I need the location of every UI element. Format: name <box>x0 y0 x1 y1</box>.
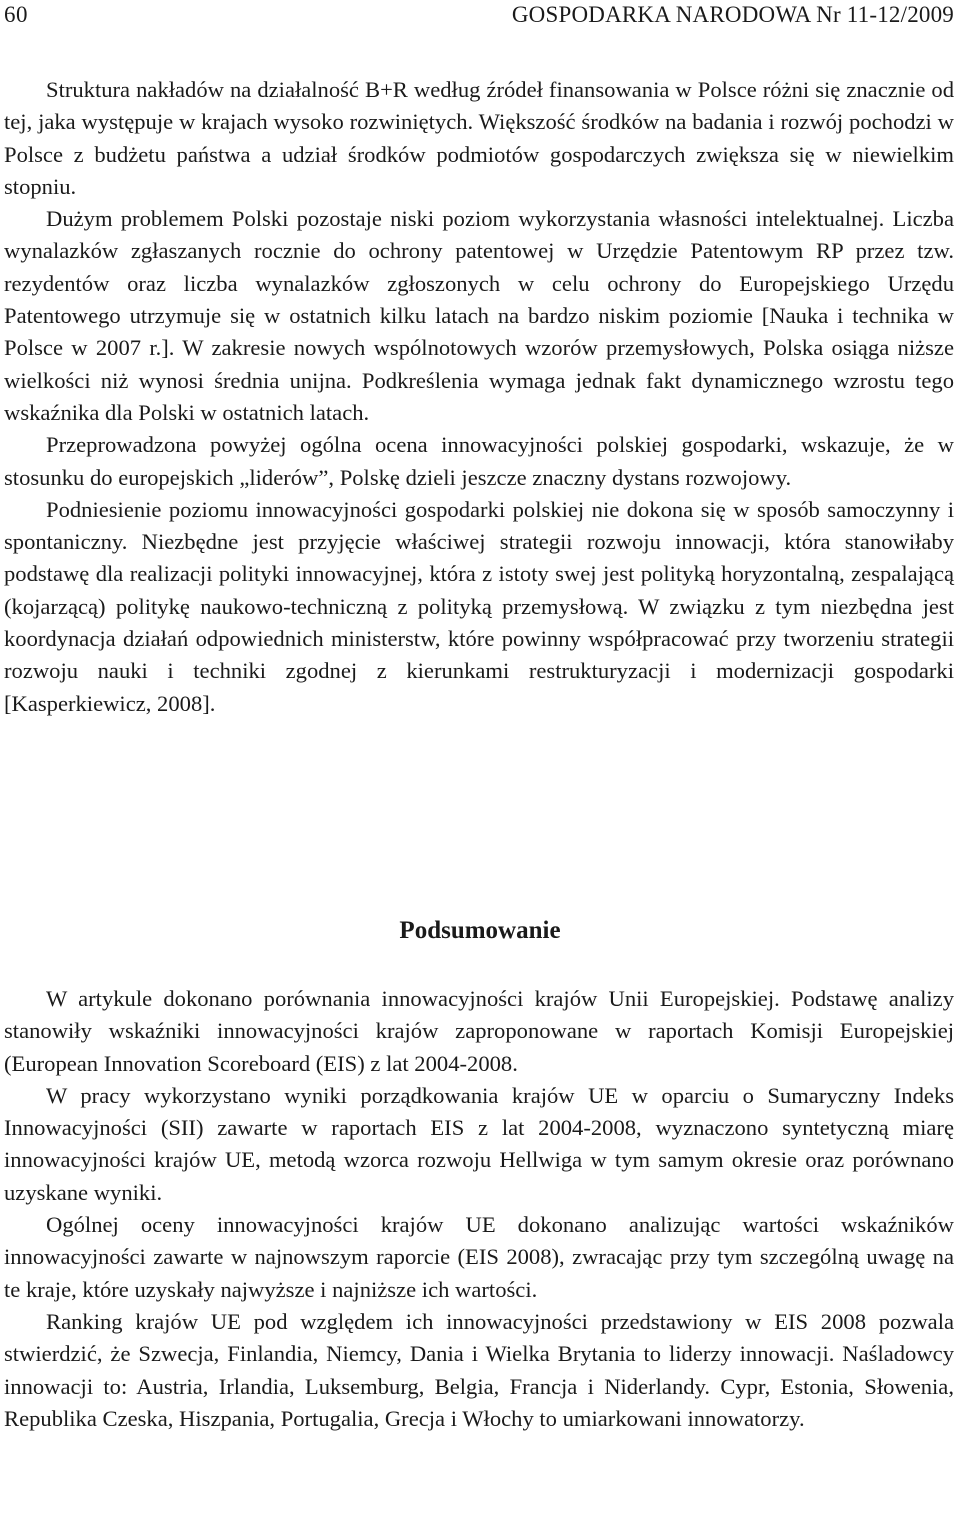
paragraph: W pracy wykorzystano wyniki porządkowania krajów UE w oparciu o Sumaryczny Indeks Innowacyjności (SII) zawarte w raportach EIS z lat 2004-2008, wyznaczono syntetyczną miarę innowacyjności krajów UE, metodą wzorca rozwoju Hellwiga w tym samym okresie oraz porównano uzyskane wyniki. <box>4 1082 954 1205</box>
paragraph: Podniesienie poziomu innowacyjności gospodarki polskiej nie dokona się w sposób samoczynny i spontaniczny. Niezbędne jest przyjęcie właściwej strategii rozwoju innowacji, która stanowiłaby podstawę dla realizacji polityki innowacyjnej, która z istoty swej jest polityką horyzontalną, zespalającą (kojarzącą) politykę naukowo-techniczną z polityką przemysłową. W związku z tym niezbędna jest koordynacja działań odpowiednich ministerstw, które powinny współpracować przy tworzeniu strategii rozwoju nauki i techniki zgodnej z kierunkami restrukturyzacji i modernizacji gospodarki [Kasperkiewicz, 2008]. <box>4 496 954 716</box>
section-heading: Podsumowanie <box>399 917 561 944</box>
running-header <box>4 0 954 30</box>
paragraph: Ogólnej oceny innowacyjności krajów UE dokonano analizując wartości wskaźników innowacyjności zawarte w najnowszym raporcie (EIS 2008), zwracając przy tym szczególną uwagę na te kraje, które uzyskały najwyższe i najniższe ich wartości. <box>4 1212 954 1302</box>
page-number: 60 <box>4 2 28 27</box>
journal-title: GOSPODARKA NARODOWA Nr 11-12/2009 <box>511 2 954 27</box>
summary-text <box>4 983 954 1435</box>
paragraph: Dużym problemem Polski pozostaje niski poziom wykorzystania własności intelektualnej. Liczba wynalazków zgłaszanych rocznie do ochrony patentowej w Urzędzie Patentowym RP przez tzw. rezydentów oraz liczba wynalazków zgłoszonych w celu ochrony do Europejskiego Urzędu Patentowego utrzymuje się w ostatnich kilku latach na bardzo niskim poziomie [Nauka i technika w Polsce w 2007 r.]. W zakresie nowych wspólnotowych wzorów przemysłowych, Polska osiąga niższe wielkości niż wynosi średnia unijna. Podkreślenia wymaga jednak fakt dynamicznego wzrostu tego wskaźnika dla Polski w ostatnich latach. <box>4 206 954 425</box>
paragraph: W artykule dokonano porównania innowacyjności krajów Unii Europejskiej. Podstawę analizy stanowiły wskaźniki innowacyjności krajów zaproponowane w raportach Komisji Europejskiej (European Innovation Scoreboard (EIS) z lat 2004-2008. <box>4 986 954 1076</box>
paragraph: Struktura nakładów na działalność B+R według źródeł finansowania w Polsce różni się znacznie od tej, jaka występuje w krajach wysoko rozwiniętych. Większość środków na badania i rozwój pochodzi w Polsce z budżetu państwa a udział środków podmiotów gospodarczych zwiększa się w niewielkim stopniu. <box>4 77 954 199</box>
paragraph: Przeprowadzona powyżej ogólna ocena innowacyjności polskiej gospodarki, wskazuje, że w stosunku do europejskich „liderów”, Polskę dzieli jeszcze znaczny dystans rozwojowy. <box>4 432 954 490</box>
body-text-top <box>4 74 954 720</box>
paragraph: Ranking krajów UE pod względem ich innowacyjności przedstawiony w EIS 2008 pozwala stwierdzić, że Szwecja, Finlandia, Niemcy, Dania i Wielka Brytania to liderzy innowacji. Naśladowcy innowacji to: Austria, Irlandia, Luksemburg, Belgia, Francja i Niderlandy. Cypr, Estonia, Słowenia, Republika Czeska, Hiszpania, Portugalia, Grecja i Włochy to umiarkowani innowatorzy. <box>4 1308 954 1431</box>
